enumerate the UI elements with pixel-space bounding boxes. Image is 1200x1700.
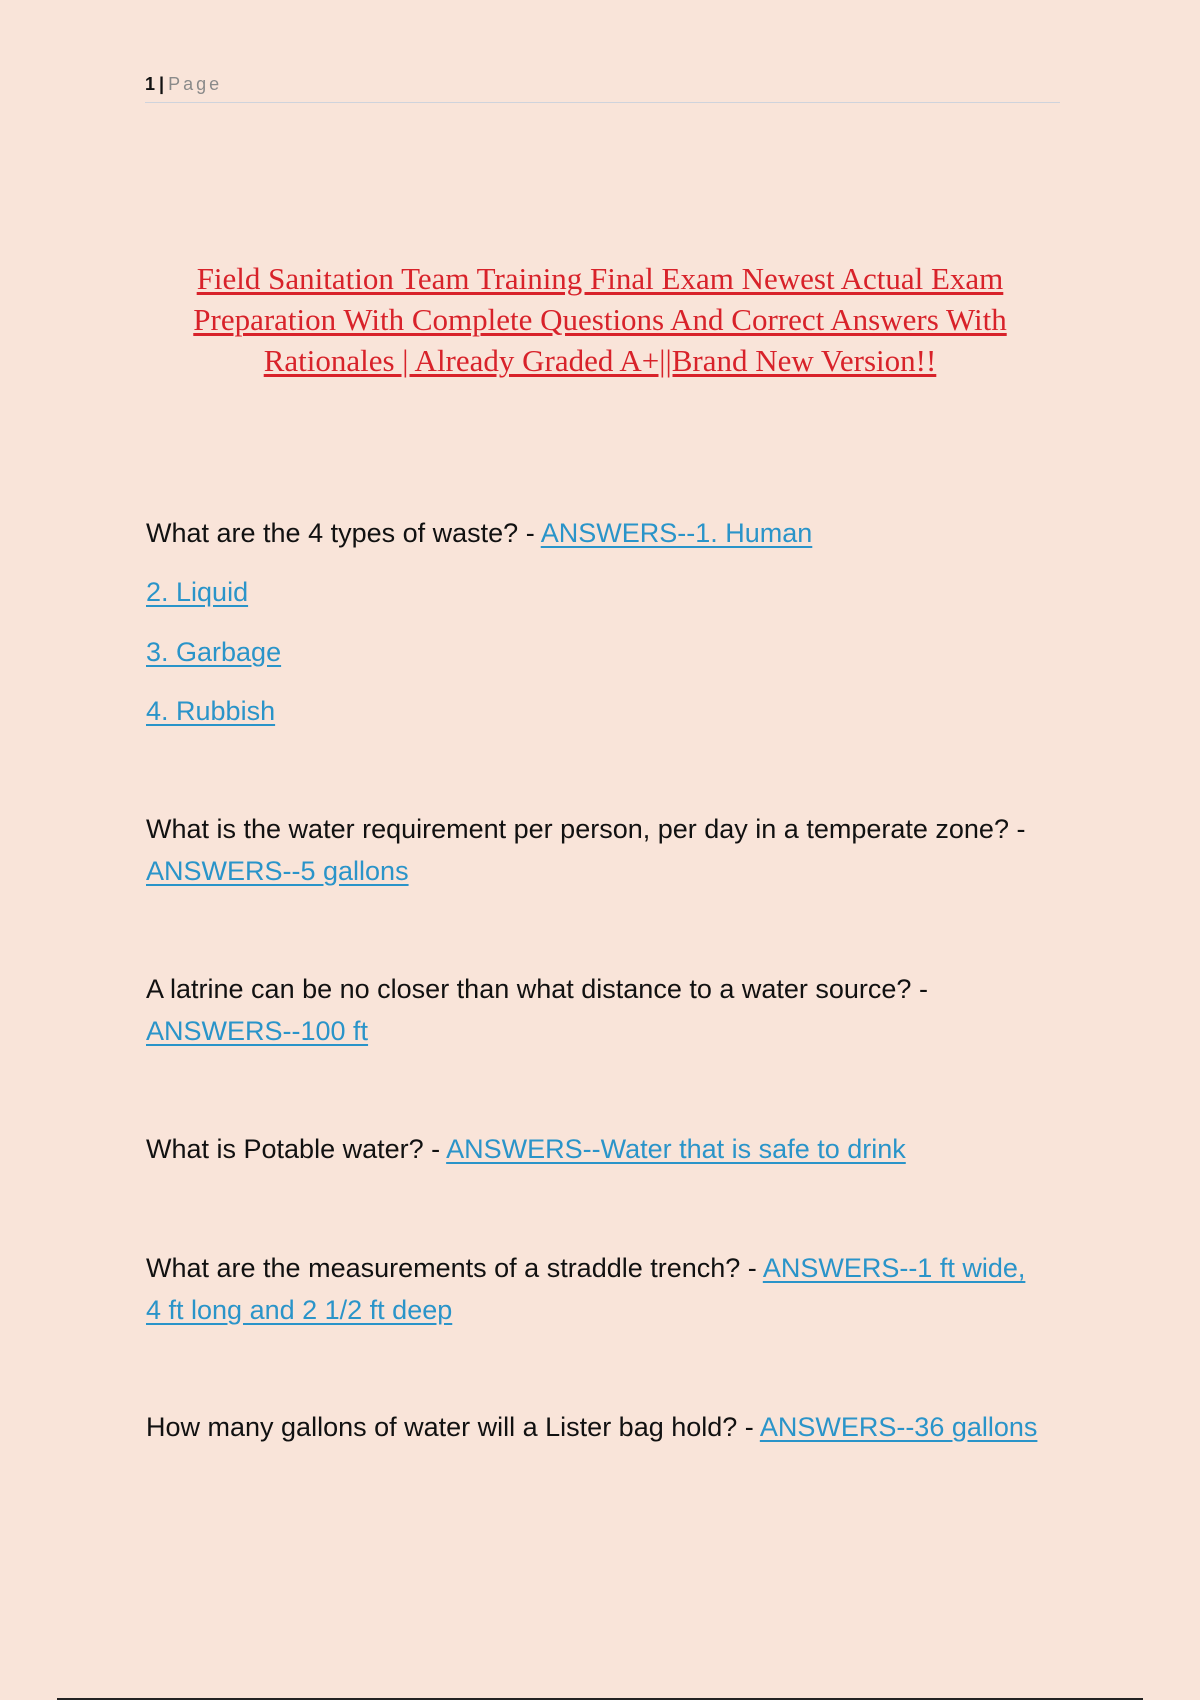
- qa-item: [146, 808, 1046, 892]
- qa-answer-continuation: [146, 571, 1046, 613]
- question-text: What is the water requirement per person, per day in a temperate zone? -: [146, 814, 1026, 844]
- answer-link[interactable]: ANSWERS--Water that is safe to drink: [446, 1134, 906, 1164]
- qa-item: [146, 1247, 1046, 1331]
- qa-item: [146, 1406, 1046, 1448]
- answer-link[interactable]: ANSWERS--1 ft wide, 4 ft long and 2 1/2 ft deep: [146, 1253, 1026, 1325]
- answer-link[interactable]: ANSWERS--5 gallons: [146, 856, 409, 886]
- answer-link[interactable]: ANSWERS--36 gallons: [759, 1412, 1038, 1442]
- question-text: A latrine can be no closer than what distance to a water source? -: [146, 974, 928, 1004]
- answer-link[interactable]: ANSWERS--1. Human: [540, 518, 813, 548]
- answer-link[interactable]: ANSWERS--100 ft: [146, 1016, 369, 1046]
- question-text: What are the measurements of a straddle trench? -: [146, 1253, 763, 1283]
- answer-link[interactable]: 3. Garbage: [146, 637, 282, 667]
- qa-answer-continuation: [146, 631, 1046, 673]
- page-number: 1: [145, 74, 156, 94]
- qa-item: [146, 968, 1046, 1052]
- question-text: What is Potable water? -: [146, 1134, 447, 1164]
- page-label: Page: [168, 74, 223, 94]
- page-header: [145, 70, 1060, 103]
- answer-link[interactable]: 2. Liquid: [146, 577, 249, 607]
- answer-link[interactable]: 4. Rubbish: [146, 696, 276, 726]
- question-text: How many gallons of water will a Lister bag hold? -: [146, 1412, 760, 1442]
- question-text: What are the 4 types of waste? -: [146, 518, 541, 548]
- qa-item: [146, 1128, 1046, 1170]
- qa-answer-continuation: [146, 690, 1046, 732]
- document-title[interactable]: Field Sanitation Team Training Final Exam Newest Actual Exam Preparation With Complete Questions And Correct Answers With Rationales | Already Graded A+||Brand New Version!!: [193, 261, 1007, 378]
- qa-item: [146, 512, 1046, 554]
- page-separator: |: [159, 74, 165, 94]
